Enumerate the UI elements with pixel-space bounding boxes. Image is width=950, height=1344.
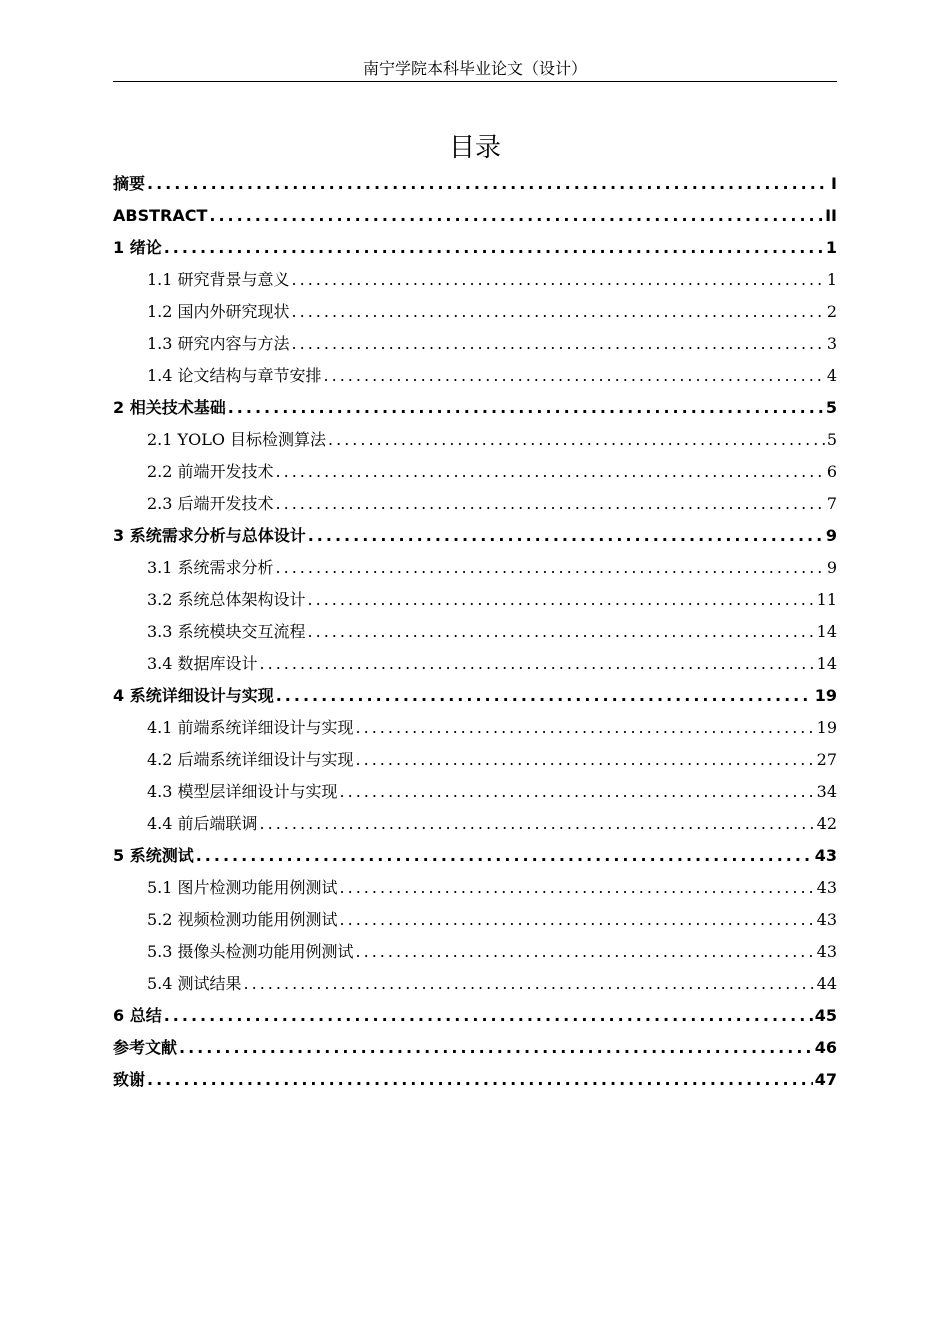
toc-leader-dots [328, 424, 825, 456]
toc-entry-page-number: 9 [826, 558, 837, 577]
toc-chapter-entry[interactable] [113, 680, 837, 712]
toc-section-entry[interactable] [113, 360, 837, 392]
toc-entry-label: 5.3 摄像头检测功能用例测试 [147, 942, 354, 961]
page-header: 南宁学院本科毕业论文（设计） [362, 59, 587, 78]
toc-section-entry[interactable] [113, 456, 837, 488]
toc-section-entry[interactable] [113, 808, 837, 840]
toc-leader-dots [147, 168, 829, 200]
toc-leader-dots [356, 712, 815, 744]
toc-entry-page-number: 34 [816, 782, 837, 801]
toc-leader-dots [292, 264, 825, 296]
toc-chapter-entry[interactable] [113, 1032, 837, 1064]
toc-section-entry[interactable] [113, 264, 837, 296]
toc-leader-dots [260, 808, 815, 840]
toc-leader-dots [260, 648, 815, 680]
toc-section-entry[interactable] [113, 936, 837, 968]
toc-section-entry[interactable] [113, 904, 837, 936]
toc-entry-label: ABSTRACT [113, 206, 208, 225]
toc-entry-label: 2.3 后端开发技术 [147, 494, 274, 513]
toc-section-entry[interactable] [113, 872, 837, 904]
toc-section-entry[interactable] [113, 424, 837, 456]
toc-entry-label: 1.4 论文结构与章节安排 [147, 366, 322, 385]
header-rule [113, 81, 837, 82]
toc-entry-page-number: 5 [826, 430, 837, 449]
toc-leader-dots [308, 520, 824, 552]
toc-entry-page-number: 19 [814, 686, 837, 705]
toc-leader-dots [276, 488, 825, 520]
toc-leader-dots [147, 1064, 813, 1096]
toc-entry-page-number: 44 [816, 974, 837, 993]
toc-entry-page-number: 7 [826, 494, 837, 513]
toc-leader-dots [244, 968, 815, 1000]
toc-entry-label: 2.2 前端开发技术 [147, 462, 274, 481]
toc-entry-label: 2 相关技术基础 [113, 398, 226, 417]
toc-entry-label: 4.4 前后端联调 [147, 814, 258, 833]
toc-entry-label: 3 系统需求分析与总体设计 [113, 526, 306, 545]
toc-entry-page-number: 1 [825, 238, 837, 257]
toc-entry-label: 摘要 [113, 174, 146, 193]
toc-entry-label: 致谢 [113, 1070, 146, 1089]
toc-entry-page-number: 3 [826, 334, 837, 353]
toc-entry-label: 参考文献 [113, 1038, 178, 1057]
toc-entry-label: 5.4 测试结果 [147, 974, 242, 993]
toc-chapter-entry[interactable] [113, 840, 837, 872]
toc-section-entry[interactable] [113, 328, 837, 360]
toc-entry-page-number: II [825, 206, 837, 225]
toc-section-entry[interactable] [113, 616, 837, 648]
toc-entry-page-number: 43 [816, 910, 837, 929]
toc-entry-page-number: 47 [814, 1070, 837, 1089]
toc-chapter-entry[interactable] [113, 200, 837, 232]
toc-leader-dots [308, 616, 815, 648]
toc-section-entry[interactable] [113, 552, 837, 584]
toc-entry-label: 3.3 系统模块交互流程 [147, 622, 306, 641]
toc-leader-dots [292, 328, 825, 360]
toc-chapter-entry[interactable] [113, 168, 837, 200]
toc-chapter-entry[interactable] [113, 1000, 837, 1032]
toc-entry-page-number: 4 [826, 366, 837, 385]
toc-section-entry[interactable] [113, 488, 837, 520]
toc-entry-label: 3.4 数据库设计 [147, 654, 258, 673]
toc-entry-page-number: 19 [816, 718, 837, 737]
toc-entry-page-number: 14 [816, 654, 837, 673]
toc-leader-dots [164, 232, 824, 264]
toc-entry-label: 5.2 视频检测功能用例测试 [147, 910, 338, 929]
toc-entry-page-number: 6 [826, 462, 837, 481]
toc-chapter-entry[interactable] [113, 1064, 837, 1096]
toc-entry-label: 3.2 系统总体架构设计 [147, 590, 306, 609]
toc-entry-label: 4.1 前端系统详细设计与实现 [147, 718, 354, 737]
toc-entry-page-number: I [831, 174, 837, 193]
toc-section-entry[interactable] [113, 744, 837, 776]
toc-section-entry[interactable] [113, 584, 837, 616]
toc-entry-label: 5 系统测试 [113, 846, 194, 865]
toc-section-entry[interactable] [113, 968, 837, 1000]
toc-leader-dots [356, 936, 815, 968]
toc-section-entry[interactable] [113, 776, 837, 808]
toc-entry-page-number: 45 [814, 1006, 837, 1025]
toc-entry-label: 1.1 研究背景与意义 [147, 270, 290, 289]
toc-entry-label: 4.2 后端系统详细设计与实现 [147, 750, 354, 769]
toc-leader-dots [164, 1000, 813, 1032]
toc-entry-page-number: 27 [816, 750, 837, 769]
toc-entry-label: 4.3 模型层详细设计与实现 [147, 782, 338, 801]
toc-leader-dots [179, 1032, 813, 1064]
toc-entry-page-number: 2 [826, 302, 837, 321]
toc-entry-label: 1.2 国内外研究现状 [147, 302, 290, 321]
toc-leader-dots [356, 744, 815, 776]
toc-leader-dots [196, 840, 813, 872]
toc-entry-label: 6 总结 [113, 1006, 162, 1025]
toc-entry-label: 4 系统详细设计与实现 [113, 686, 274, 705]
toc-title: 目录 [448, 133, 501, 163]
toc-section-entry[interactable] [113, 296, 837, 328]
toc-leader-dots [308, 584, 815, 616]
toc-entry-page-number: 43 [816, 878, 837, 897]
toc-entry-page-number: 43 [816, 942, 837, 961]
toc-section-entry[interactable] [113, 712, 837, 744]
toc-entry-page-number: 1 [826, 270, 837, 289]
toc-entry-label: 1 绪论 [113, 238, 162, 257]
toc-leader-dots [340, 872, 815, 904]
toc-leader-dots [209, 200, 823, 232]
toc-entry-page-number: 9 [825, 526, 837, 545]
toc-entry-page-number: 42 [816, 814, 837, 833]
toc-chapter-entry[interactable] [113, 232, 837, 264]
toc-leader-dots [292, 296, 825, 328]
toc-entry-page-number: 46 [814, 1038, 837, 1057]
toc-chapter-entry[interactable] [113, 392, 837, 424]
toc-leader-dots [228, 392, 824, 424]
toc-leader-dots [324, 360, 825, 392]
toc-leader-dots [276, 456, 825, 488]
toc-section-entry[interactable] [113, 648, 837, 680]
toc-leader-dots [276, 552, 825, 584]
toc-leader-dots [276, 680, 813, 712]
toc-entry-label: 1.3 研究内容与方法 [147, 334, 290, 353]
toc-leader-dots [340, 776, 815, 808]
toc-chapter-entry[interactable] [113, 520, 837, 552]
toc-entry-page-number: 5 [825, 398, 837, 417]
toc-entry-page-number: 43 [814, 846, 837, 865]
toc-leader-dots [340, 904, 815, 936]
toc-entry-label: 5.1 图片检测功能用例测试 [147, 878, 338, 897]
table-of-contents [113, 168, 837, 1096]
toc-entry-page-number: 11 [816, 590, 837, 609]
toc-entry-label: 2.1 YOLO 目标检测算法 [147, 430, 327, 449]
toc-entry-label: 3.1 系统需求分析 [147, 558, 274, 577]
toc-entry-page-number: 14 [816, 622, 837, 641]
